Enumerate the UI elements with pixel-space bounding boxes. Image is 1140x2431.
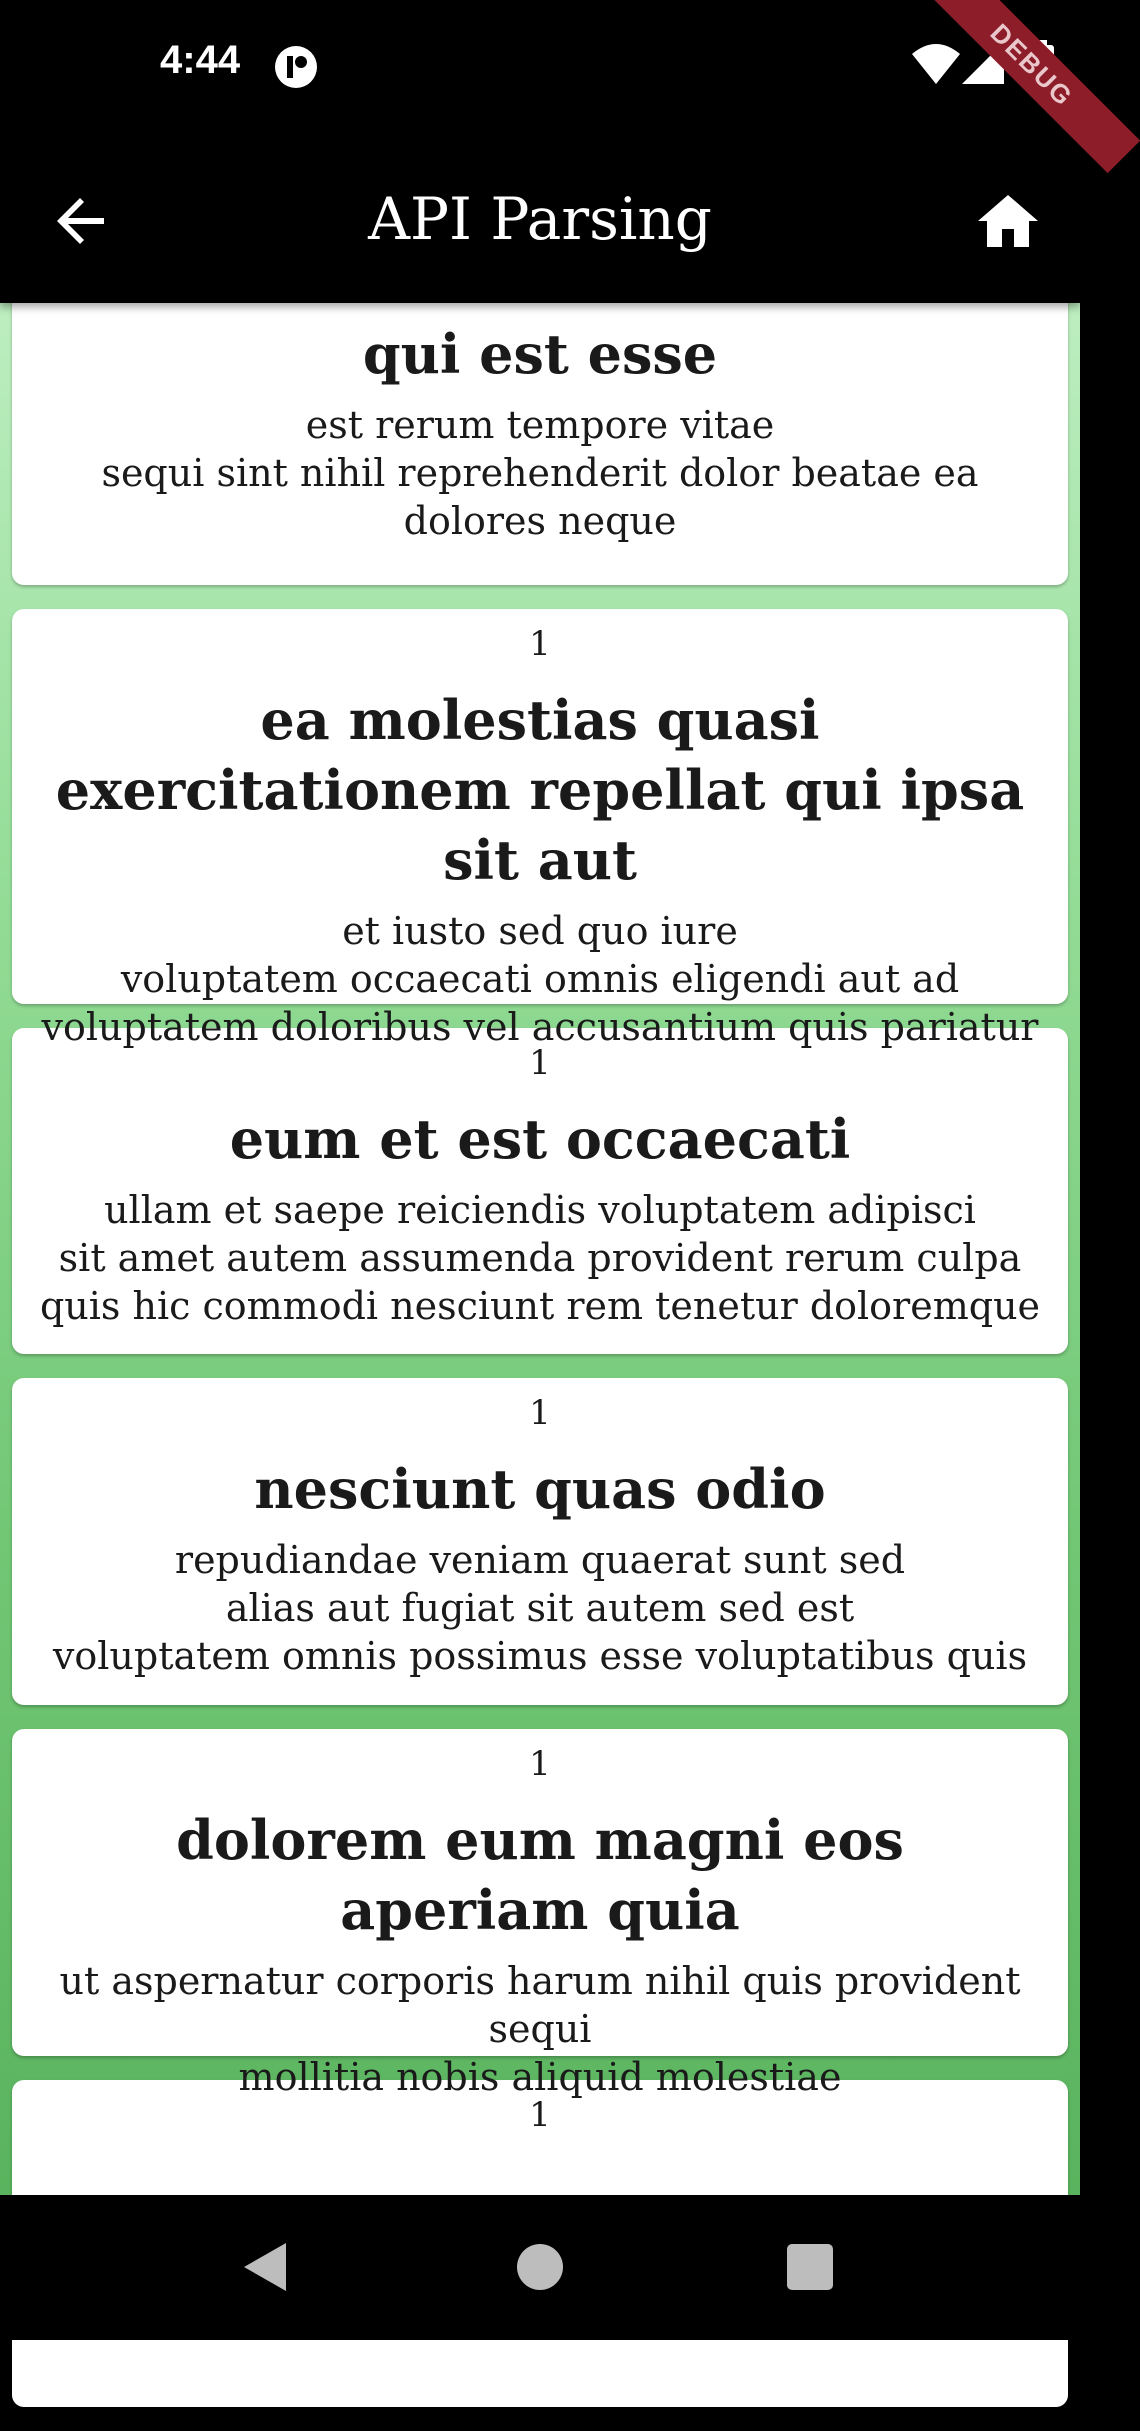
nav-recents-icon[interactable] bbox=[778, 2235, 842, 2299]
status-time: 4:44 bbox=[160, 38, 241, 82]
post-card[interactable] bbox=[12, 1378, 1068, 1705]
app-notification-icon bbox=[273, 44, 319, 90]
debug-banner-wrap bbox=[910, 0, 1080, 170]
post-body: et iusto sed quo iure voluptatem occaecati omnis eligendi aut ad voluptatem doloribus vel accusantium quis pariatur bbox=[41, 909, 1039, 1049]
post-list-area[interactable] bbox=[0, 303, 1080, 2195]
post-title: dolorem eum magni eos aperiam quia bbox=[176, 1808, 904, 1942]
post-body: ut aspernatur corporis harum nihil quis provident sequi mollitia nobis aliquid molestiae bbox=[59, 1959, 1021, 2099]
post-title: eum et est occaecati bbox=[229, 1107, 851, 1171]
post-body: repudiandae veniam quaerat sunt sed alias aut fugiat sit autem sed est voluptatem omnis possimus esse voluptatibus quis bbox=[52, 1538, 1028, 1678]
post-title: nesciunt quas odio bbox=[254, 1457, 826, 1521]
post-card[interactable] bbox=[12, 1729, 1068, 2099]
post-card[interactable] bbox=[12, 609, 1068, 1049]
post-user-id: 1 bbox=[529, 624, 551, 664]
debug-banner: DEBUG bbox=[924, 0, 1140, 173]
home-icon[interactable] bbox=[976, 189, 1040, 253]
post-list bbox=[0, 243, 1080, 2431]
post-user-id: 1 bbox=[529, 1744, 551, 1784]
post-body: est rerum tempore vitae sequi sint nihil reprehenderit dolor beatae ea dolores neque bbox=[101, 403, 979, 543]
post-user-id: 1 bbox=[529, 2095, 551, 2135]
system-nav-bar bbox=[0, 2195, 1080, 2340]
post-user-id: 1 bbox=[529, 1393, 551, 1433]
post-title: ea molestias quasi exercitationem repellat qui ipsa sit aut bbox=[55, 688, 1025, 892]
page-title: API Parsing bbox=[368, 185, 712, 253]
post-user-id: 1 bbox=[529, 1043, 551, 1083]
nav-back-icon[interactable] bbox=[236, 2235, 300, 2299]
post-title: qui est esse bbox=[362, 322, 718, 386]
nav-home-icon[interactable] bbox=[508, 2235, 572, 2299]
post-body: ullam et saepe reiciendis voluptatem adipisci sit amet autem assumenda provident rerum culpa quis hic commodi nesciunt rem tenetur doloremque bbox=[39, 1188, 1041, 1328]
post-card[interactable] bbox=[12, 1028, 1068, 1354]
